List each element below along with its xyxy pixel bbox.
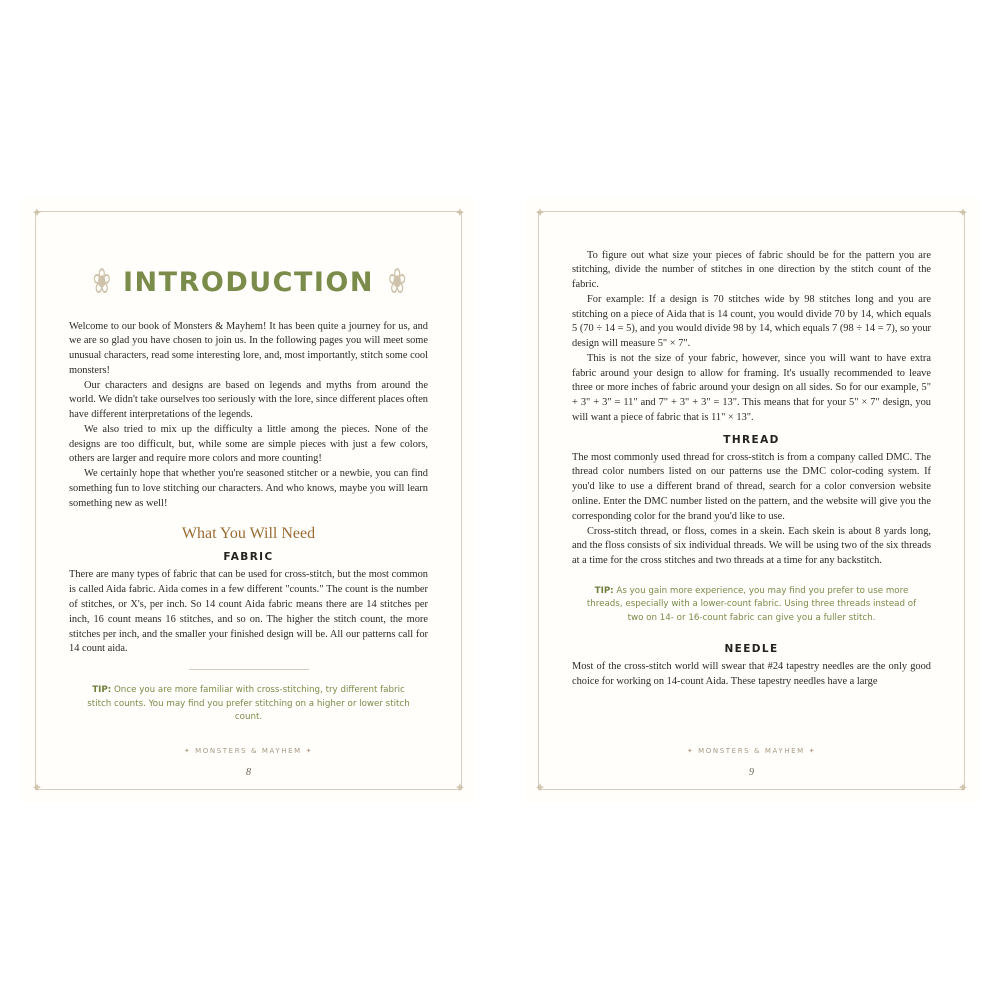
paragraph: Most of the cross-stitch world will swear that #24 tapestry needles are the only good choice for working on 14-count Aida. These tapestry needles have a large — [572, 661, 931, 688]
paragraph: To figure out what size your pieces of fabric should be for the pattern you are stitching, divide the number of stitches in one direction by the stitch count of the fabric. — [572, 249, 931, 291]
running-head-text: MONSTERS & MAYHEM — [195, 746, 302, 755]
paragraph: For example: If a design is 70 stitches wide by 98 stitches long and you are stitching on a piece of Aida that is 14 count, you would divide 70 by 14, which equals 5 (70 ÷ 14 = 5), and you would divide 98 by 14, which equals 7 (98 ÷ 14 = 7), so your design will measure 5" × 7". — [572, 293, 931, 350]
tip-text: Once you are more familiar with cross-stitching, try different fabric stitch counts. You may find you prefer stitching on a higher or lower stitch count. — [87, 685, 410, 723]
corner-ornament-icon: ✦ — [454, 779, 466, 795]
paragraph: Cross-stitch thread, or floss, comes in a skein. Each skein is about 8 yards long, and the floss consists of six individual threads. We will be using two of the six threads at a time for the cross stitches and two threads at a time for any backstitch. — [572, 525, 931, 567]
flourish-left-icon: ❀ — [92, 261, 110, 302]
tip-box — [79, 684, 418, 724]
running-head — [21, 747, 476, 755]
running-head — [524, 747, 979, 755]
subsection-heading-fabric: FABRIC — [223, 551, 274, 564]
subsection-heading-thread: THREAD — [723, 433, 780, 446]
paragraph: We certainly hope that whether you're seasoned stitcher or a newbie, you can find something fun to love stitching our characters. And who knows, maybe you will learn something new as well! — [69, 468, 428, 509]
subsection-heading-needle: NEEDLE — [724, 643, 779, 656]
dot-ornament-icon: ✦ — [686, 746, 695, 755]
page-footer — [524, 747, 979, 778]
tip-divider — [189, 669, 309, 670]
flourish-right-icon: ❀ — [387, 261, 405, 302]
dot-ornament-icon: ✦ — [305, 746, 314, 755]
corner-ornament-icon: ✦ — [957, 779, 969, 795]
corner-ornament-icon: ✦ — [957, 204, 969, 220]
tip-text: As you gain more experience, you may find you prefer to use more threads, especially with a lower-count fabric. Using three threads instead of two on 14- or 16-count fabric can give you a fuller stitch. — [586, 585, 917, 623]
dot-ornament-icon: ✦ — [183, 746, 192, 755]
chapter-title-row — [69, 261, 428, 302]
corner-ornament-icon: ✦ — [454, 204, 466, 220]
corner-ornament-icon: ✦ — [31, 204, 43, 220]
section-heading: What You Will Need — [181, 525, 316, 543]
dot-ornament-icon: ✦ — [808, 746, 817, 755]
paragraph: We also tried to mix up the difficulty a little among the pieces. None of the designs are too difficult, but, while some are simple pieces with just a few colors, others are larger and require more colors and more counting! — [69, 423, 428, 465]
tip-label: TIP: — [594, 585, 614, 596]
paragraph: This is not the size of your fabric, however, since you will want to have extra fabric around your design to allow for framing. It's usually recommended to leave three or more inches of fabric around your design on all sides. So for our example, 5" + 3" + 3" = 11" and 7" + 3" + 3" = 13". This means that for your 5" × 7" design, you will want a piece of fabric that is 11" × 13". — [572, 352, 931, 423]
right-page-content — [572, 249, 931, 742]
right-page — [524, 197, 979, 804]
page-number: 9 — [749, 766, 754, 778]
page-number: 8 — [246, 766, 251, 778]
paragraph: Welcome to our book of Monsters & Mayhem! It has been quite a journey for us, and we are so glad you have chosen to join us. In the following pages you will meet some unusual characters, read some interesting lore, and, most importantly, stitch some cool monsters! — [69, 320, 428, 376]
tip-label: TIP: — [92, 685, 112, 696]
tip-box — [582, 585, 921, 625]
left-page-content — [69, 249, 428, 742]
paragraph: Our characters and designs are based on legends and myths from around the world. We didn't take ourselves too seriously with the lore, since different places often have different interpretations of the legends. — [69, 379, 428, 421]
corner-ornament-icon: ✦ — [534, 204, 546, 220]
paragraph: There are many types of fabric that can be used for cross-stitch, but the most common is called Aida fabric. Aida comes in a few different "counts." The count is the number of stitches, or X's, per inch. So 14 count Aida fabric means there are 14 stitches per inch, 16 count means 16 stitches, and so on. The higher the stitch count, the more stitches per inch, and the smaller your finished design will be. All our patterns call for 14 count aida. — [69, 569, 428, 655]
corner-ornament-icon: ✦ — [31, 779, 43, 795]
left-page — [21, 197, 476, 804]
page-title: INTRODUCTION — [123, 266, 374, 298]
corner-ornament-icon: ✦ — [534, 779, 546, 795]
running-head-text: MONSTERS & MAYHEM — [698, 746, 805, 755]
paragraph: The most commonly used thread for cross-stitch is from a company called DMC. The thread color numbers listed on our patterns use the DMC color-coding system. If you'd like to use a different brand of thread, search for a color conversion website online. Enter the DMC number listed on the pattern, and the website will give you the corresponding color for the brand you'd like to use. — [572, 451, 931, 522]
page-footer — [21, 747, 476, 778]
